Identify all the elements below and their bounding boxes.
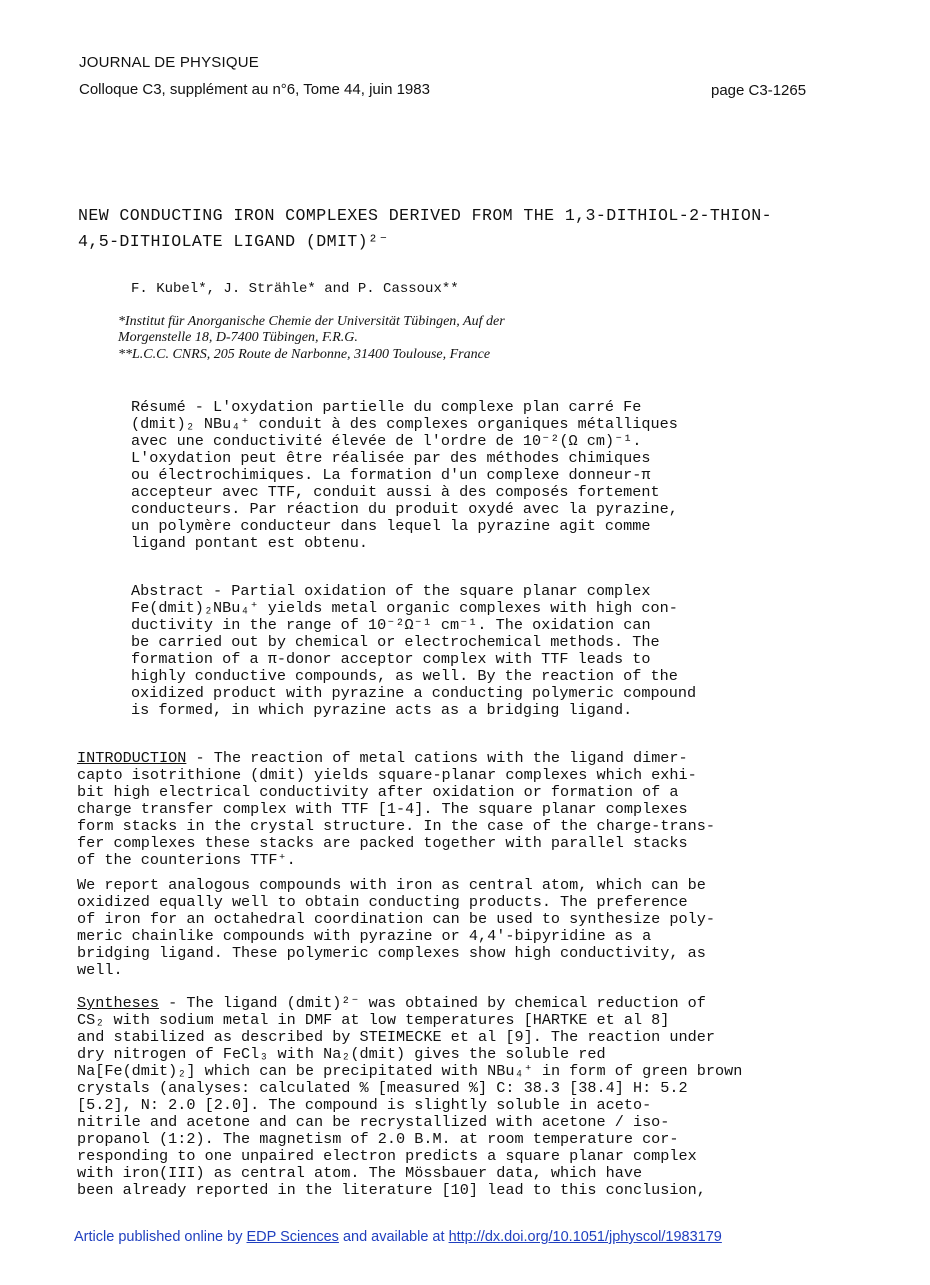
syntheses-heading: Syntheses bbox=[77, 994, 160, 1012]
syntheses-line: with iron(III) as central atom. The Mössbauer data, which have bbox=[77, 1164, 643, 1182]
abstract-line: highly conductive compounds, as well. By the reaction of the bbox=[131, 667, 678, 685]
report-line: of iron for an octahedral coordination can be used to synthesize poly- bbox=[77, 910, 715, 928]
abstract-line: Fe(dmit)₂NBu₄⁺ yields metal organic complexes with high con- bbox=[131, 599, 678, 617]
affiliation-line: *Institut für Anorganische Chemie der Universität Tübingen, Auf der bbox=[118, 314, 505, 329]
report-line: oxidized equally well to obtain conducting products. The preference bbox=[77, 893, 688, 911]
report-line: meric chainlike compounds with pyrazine or 4,4'-bipyridine as a bbox=[77, 927, 652, 945]
syntheses-line: CS₂ with sodium metal in DMF at low temperatures [HARTKE et al 8] bbox=[77, 1011, 670, 1029]
affiliation-line: **L.C.C. CNRS, 205 Route de Narbonne, 31400 Toulouse, France bbox=[118, 347, 491, 362]
footer-middle: and available at bbox=[338, 1229, 449, 1245]
resume-paragraph bbox=[131, 399, 678, 552]
report-line: We report analogous compounds with iron as central atom, which can be bbox=[77, 876, 706, 894]
introduction-first-line bbox=[77, 750, 715, 767]
introduction-line: of the counterions TTF⁺. bbox=[77, 851, 296, 869]
resume-line: conducteurs. Par réaction du produit oxydé avec la pyrazine, bbox=[131, 500, 678, 518]
page-number: page C3-1265 bbox=[711, 82, 807, 99]
introduction-line: - The reaction of metal cations with the ligand dimer- bbox=[186, 749, 688, 767]
report-line: bridging ligand. These polymeric complexes show high conductivity, as bbox=[77, 944, 706, 962]
report-paragraph bbox=[77, 877, 715, 979]
abstract-line: oxidized product with pyrazine a conducting polymeric compound bbox=[131, 684, 697, 702]
journal-name: JOURNAL DE PHYSIQUE bbox=[79, 54, 259, 71]
syntheses-line: dry nitrogen of FeCl₃ with Na₂(dmit) gives the soluble red bbox=[77, 1045, 606, 1063]
syntheses-line: and stabilized as described by STEIMECKE et al [9]. The reaction under bbox=[77, 1028, 715, 1046]
report-line: well. bbox=[77, 961, 123, 979]
syntheses-line: - The ligand (dmit)²⁻ was obtained by chemical reduction of bbox=[159, 994, 706, 1012]
abstract-line: be carried out by chemical or electrochemical methods. The bbox=[131, 633, 660, 651]
introduction-line: bit high electrical conductivity after oxidation or formation of a bbox=[77, 783, 679, 801]
abstract-line: Abstract - Partial oxidation of the square planar complex bbox=[131, 582, 651, 600]
syntheses-line: nitrile and acetone and can be recrystallized with acetone / iso- bbox=[77, 1113, 670, 1131]
abstract-line: formation of a π-donor acceptor complex with TTF leads to bbox=[131, 650, 651, 668]
syntheses-first-line bbox=[77, 995, 742, 1012]
resume-line: L'oxydation peut être réalisée par des méthodes chimiques bbox=[131, 449, 651, 467]
syntheses-line: [5.2], N: 2.0 [2.0]. The compound is slightly soluble in aceto- bbox=[77, 1096, 652, 1114]
introduction-line: capto isotrithione (dmit) yields square-planar complexes which exhi- bbox=[77, 766, 697, 784]
resume-line: avec une conductivité élevée de l'ordre de 10⁻²(Ω cm)⁻¹. bbox=[131, 432, 642, 450]
syntheses-line: been already reported in the literature [10] lead to this conclusion, bbox=[77, 1181, 706, 1199]
paper-title-line-1: NEW CONDUCTING IRON COMPLEXES DERIVED FROM THE 1,3-DITHIOL-2-THION- bbox=[78, 206, 772, 225]
abstract-paragraph bbox=[131, 583, 696, 719]
publisher-link[interactable]: EDP Sciences bbox=[246, 1229, 339, 1245]
abstract-line: is formed, in which pyrazine acts as a bridging ligand. bbox=[131, 701, 633, 719]
resume-line: ou électrochimiques. La formation d'un complexe donneur-π bbox=[131, 466, 651, 484]
authors: F. Kubel*, J. Strähle* and P. Cassoux** bbox=[131, 281, 459, 297]
resume-line: un polymère conducteur dans lequel la pyrazine agit comme bbox=[131, 517, 651, 535]
introduction-line: fer complexes these stacks are packed together with parallel stacks bbox=[77, 834, 688, 852]
paper-title-line-2: 4,5-DITHIOLATE LIGAND (DMIT)²⁻ bbox=[78, 232, 389, 251]
resume-line: ligand pontant est obtenu. bbox=[131, 534, 368, 552]
syntheses-line: Na[Fe(dmit)₂] which can be precipitated with NBu₄⁺ in form of green brown bbox=[77, 1062, 743, 1080]
introduction-section bbox=[77, 750, 715, 869]
affiliation-line: Morgenstelle 18, D-7400 Tübingen, F.R.G. bbox=[118, 330, 358, 345]
resume-line: (dmit)₂ NBu₄⁺ conduit à des complexes organiques métalliques bbox=[131, 415, 678, 433]
syntheses-section bbox=[77, 995, 742, 1199]
doi-link[interactable]: http://dx.doi.org/10.1051/jphyscol/1983179 bbox=[448, 1229, 722, 1245]
colloque-line: Colloque C3, supplément au n°6, Tome 44, juin 1983 bbox=[79, 81, 430, 98]
abstract-line: ductivity in the range of 10⁻²Ω⁻¹ cm⁻¹. The oxidation can bbox=[131, 616, 651, 634]
syntheses-line: propanol (1:2). The magnetism of 2.0 B.M. at room temperature cor- bbox=[77, 1130, 679, 1148]
introduction-heading: INTRODUCTION bbox=[77, 749, 187, 767]
resume-line: Résumé - L'oxydation partielle du complexe plan carré Fe bbox=[131, 398, 642, 416]
syntheses-line: responding to one unpaired electron predicts a square planar complex bbox=[77, 1147, 697, 1165]
introduction-line: form stacks in the crystal structure. In the case of the charge-trans- bbox=[77, 817, 715, 835]
syntheses-line: crystals (analyses: calculated % [measured %] C: 38.3 [38.4] H: 5.2 bbox=[77, 1079, 688, 1097]
resume-line: accepteur avec TTF, conduit aussi à des composés fortement bbox=[131, 483, 660, 501]
footer-prefix: Article published online by bbox=[74, 1229, 247, 1245]
publication-footer bbox=[74, 1229, 722, 1245]
introduction-line: charge transfer complex with TTF [1-4]. The square planar complexes bbox=[77, 800, 688, 818]
